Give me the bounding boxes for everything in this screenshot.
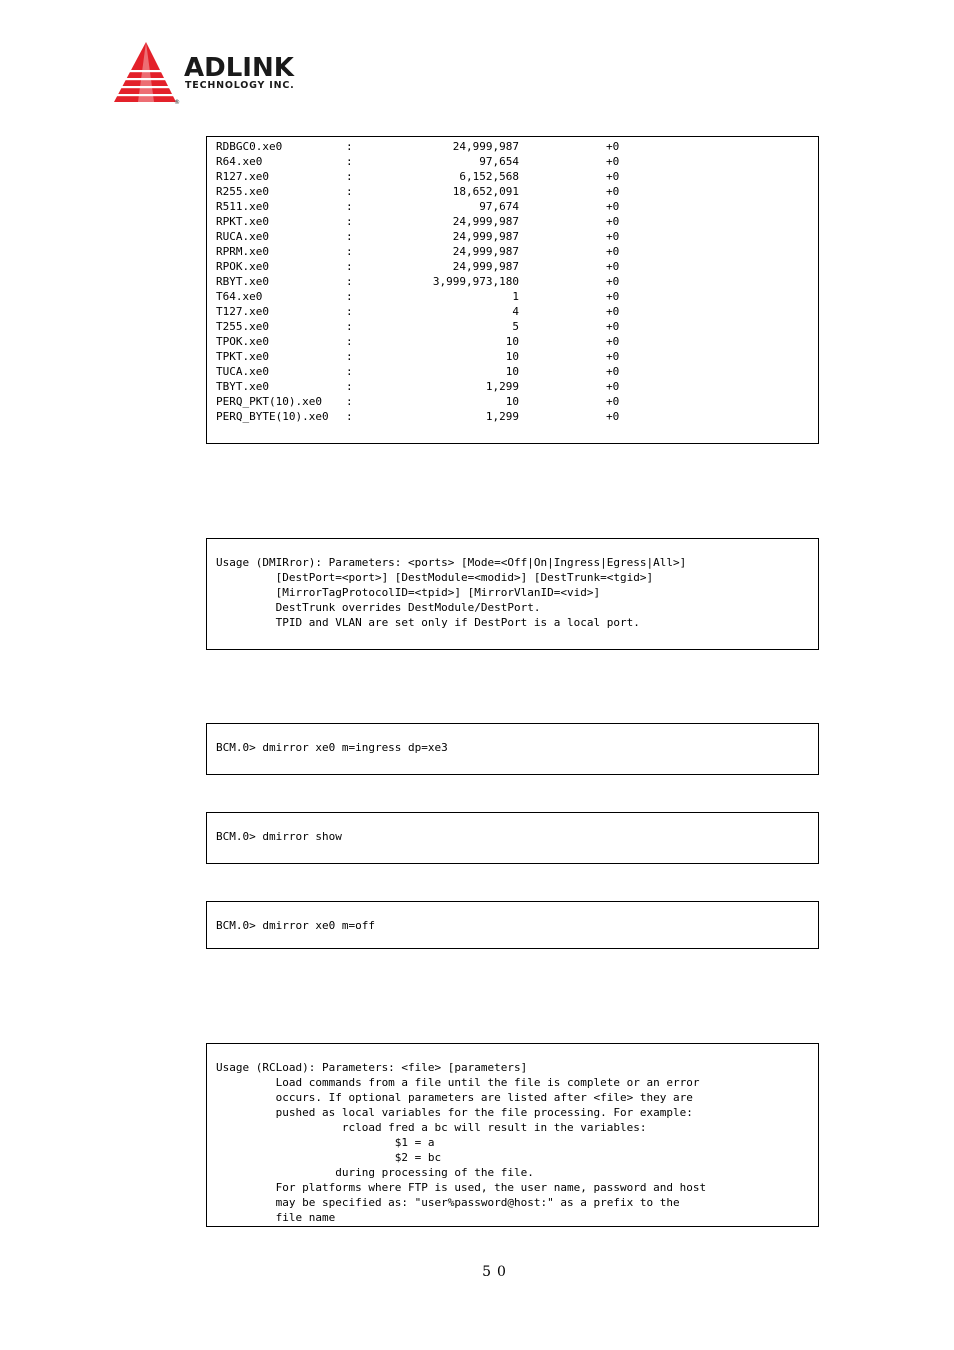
stat-row (216, 229, 818, 244)
stat-delta: +0 (606, 170, 620, 183)
stat-colon: : (346, 350, 353, 363)
stat-value: 5 (512, 320, 519, 333)
stat-row (216, 169, 818, 184)
command-line: BCM.0> dmirror xe0 m=ingress dp=xe3 (216, 741, 448, 754)
stat-value: 24,999,987 (452, 140, 519, 153)
stat-row (216, 409, 818, 424)
stat-row (216, 349, 818, 364)
usage-line: Load commands from a file until the file is complete or an error (216, 1076, 700, 1089)
stat-name: RBYT.xe0 (216, 275, 269, 288)
stat-delta: +0 (606, 275, 620, 288)
rcload-usage-box (206, 1043, 819, 1227)
stat-colon: : (346, 200, 353, 213)
dmirror-usage-box (206, 538, 819, 650)
stat-delta: +0 (606, 320, 620, 333)
stat-row (216, 199, 818, 214)
stat-colon: : (346, 335, 353, 348)
stats-output-box (206, 136, 819, 444)
stat-colon: : (346, 230, 353, 243)
usage-line: $1 = a (216, 1136, 435, 1149)
stat-delta: +0 (606, 200, 620, 213)
stat-value: 1,299 (485, 380, 519, 393)
stat-delta: +0 (606, 140, 620, 153)
stat-value: 10 (505, 350, 519, 363)
stat-colon: : (346, 155, 353, 168)
stat-colon: : (346, 365, 353, 378)
command-box-dmirror-set (206, 723, 819, 775)
stat-name: RPRM.xe0 (216, 245, 269, 258)
stat-value: 24,999,987 (452, 245, 519, 258)
stat-row (216, 154, 818, 169)
usage-line: [MirrorTagProtocolID=<tpid>] [MirrorVlanID=<vid>] (216, 586, 601, 599)
stat-name: R127.xe0 (216, 170, 269, 183)
stat-delta: +0 (606, 215, 620, 228)
stat-row (216, 274, 818, 289)
stat-colon: : (346, 275, 353, 288)
stat-value: 1,299 (485, 410, 519, 423)
stat-name: TUCA.xe0 (216, 365, 269, 378)
stat-value: 97,654 (479, 155, 519, 168)
stat-name: RPOK.xe0 (216, 260, 269, 273)
stat-colon: : (346, 170, 353, 183)
stat-row (216, 184, 818, 199)
stat-delta: +0 (606, 185, 620, 198)
stat-colon: : (346, 260, 353, 273)
stat-colon: : (346, 320, 353, 333)
stat-value: 4 (512, 305, 519, 318)
stat-name: PERQ_PKT(10).xe0 (216, 395, 322, 408)
usage-line: may be specified as: "user%password@host:" as a prefix to the (216, 1196, 680, 1209)
stat-row (216, 214, 818, 229)
stat-name: R511.xe0 (216, 200, 269, 213)
stat-colon: : (346, 410, 353, 423)
registered-mark: ® (174, 99, 180, 106)
command-box-dmirror-show (206, 812, 819, 864)
stat-value: 1 (512, 290, 519, 303)
stat-delta: +0 (606, 245, 620, 258)
stat-value: 24,999,987 (452, 215, 519, 228)
stat-delta: +0 (606, 305, 620, 318)
stat-name: TPOK.xe0 (216, 335, 269, 348)
stat-value: 24,999,987 (452, 260, 519, 273)
stat-name: PERQ_BYTE(10).xe0 (216, 410, 329, 423)
stat-row (216, 394, 818, 409)
usage-line: For platforms where FTP is used, the user name, password and host (216, 1181, 707, 1194)
stat-colon: : (346, 395, 353, 408)
stat-colon: : (346, 380, 353, 393)
stat-delta: +0 (606, 350, 620, 363)
usage-line: DestTrunk overrides DestModule/DestPort. (216, 601, 541, 614)
logo-subtext: TECHNOLOGY INC. (185, 80, 295, 91)
stat-row (216, 319, 818, 334)
usage-line: TPID and VLAN are set only if DestPort is a local port. (216, 616, 640, 629)
stat-value: 10 (505, 335, 519, 348)
usage-line: $2 = bc (216, 1151, 442, 1164)
stat-row (216, 244, 818, 259)
stat-delta: +0 (606, 395, 620, 408)
stat-delta: +0 (606, 365, 620, 378)
command-line: BCM.0> dmirror show (216, 830, 342, 843)
stat-delta: +0 (606, 290, 620, 303)
stat-row (216, 304, 818, 319)
stat-row (216, 334, 818, 349)
stat-colon: : (346, 305, 353, 318)
stat-value: 97,674 (479, 200, 519, 213)
stat-delta: +0 (606, 410, 620, 423)
stat-row (216, 379, 818, 394)
logo-text: ADLINK (184, 53, 294, 83)
usage-line: pushed as local variables for the file processing. For example: (216, 1106, 693, 1119)
stat-value: 10 (505, 365, 519, 378)
command-box-dmirror-off (206, 901, 819, 949)
stat-row (216, 289, 818, 304)
stat-value: 3,999,973,180 (432, 275, 519, 288)
stat-colon: : (346, 245, 353, 258)
stat-row (216, 364, 818, 379)
stat-value: 6,152,568 (459, 170, 519, 183)
stat-name: RDBGC0.xe0 (216, 140, 283, 153)
stat-colon: : (346, 140, 353, 153)
stat-delta: +0 (606, 155, 620, 168)
logo-triangle-icon (114, 42, 178, 102)
stat-colon: : (346, 290, 353, 303)
stat-delta: +0 (606, 230, 620, 243)
stat-name: R255.xe0 (216, 185, 269, 198)
page-number: 50 (482, 1264, 512, 1280)
stat-value: 10 (505, 395, 519, 408)
stat-value: 24,999,987 (452, 230, 519, 243)
command-line: BCM.0> dmirror xe0 m=off (216, 919, 375, 932)
stat-row (216, 139, 818, 154)
stat-name: T64.xe0 (216, 290, 263, 303)
usage-line: during processing of the file. (216, 1166, 534, 1179)
stat-value: 18,652,091 (452, 185, 519, 198)
usage-line: Usage (DMIRror): Parameters: <ports> [Mode=<Off|On|Ingress|Egress|All>] (216, 556, 687, 569)
stat-delta: +0 (606, 335, 620, 348)
stat-delta: +0 (606, 260, 620, 273)
stat-row (216, 259, 818, 274)
stat-name: RPKT.xe0 (216, 215, 269, 228)
usage-line: file name (216, 1211, 336, 1224)
stat-delta: +0 (606, 380, 620, 393)
usage-line: occurs. If optional parameters are listed after <file> they are (216, 1091, 693, 1104)
stat-name: T255.xe0 (216, 320, 269, 333)
usage-line: Usage (RCLoad): Parameters: <file> [parameters] (216, 1061, 528, 1074)
stat-name: R64.xe0 (216, 155, 263, 168)
stat-name: TBYT.xe0 (216, 380, 269, 393)
stats-list (216, 139, 818, 424)
usage-line: rcload fred a bc will result in the variables: (216, 1121, 647, 1134)
stat-name: TPKT.xe0 (216, 350, 269, 363)
stat-name: RUCA.xe0 (216, 230, 269, 243)
usage-line: [DestPort=<port>] [DestModule=<modid>] [DestTrunk=<tgid>] (216, 571, 654, 584)
stat-colon: : (346, 215, 353, 228)
adlink-logo (114, 40, 324, 106)
stat-colon: : (346, 185, 353, 198)
stat-name: T127.xe0 (216, 305, 269, 318)
